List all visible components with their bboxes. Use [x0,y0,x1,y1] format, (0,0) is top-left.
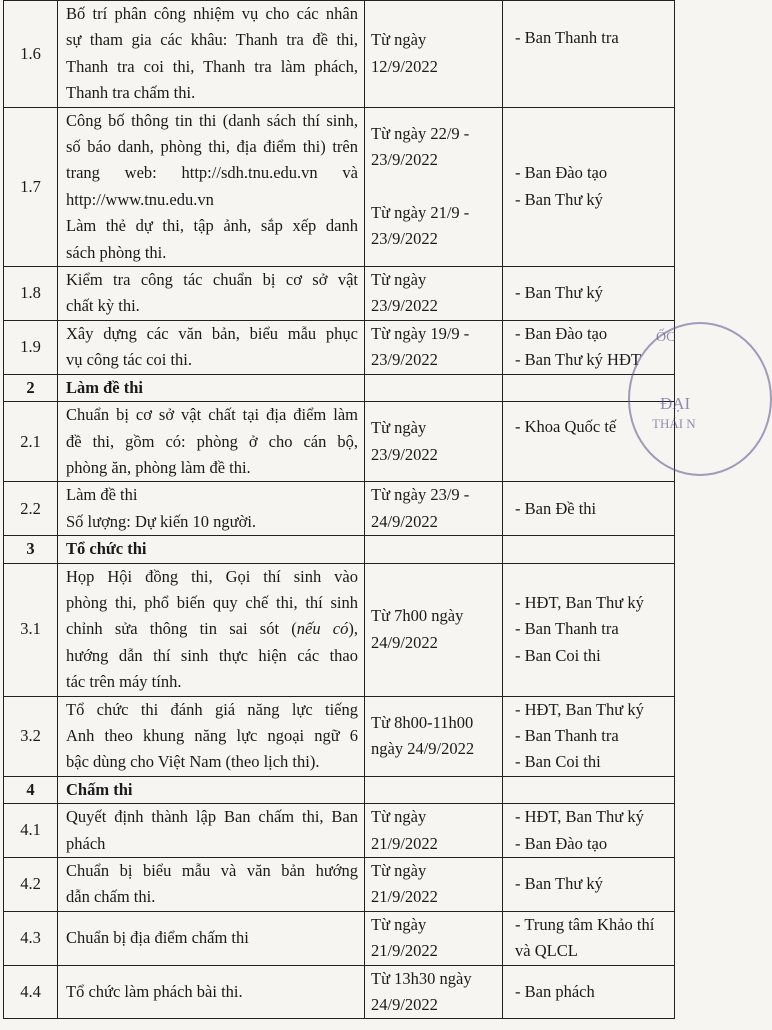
task-cell: Chuẩn bị địa điểm chấm thi [58,911,365,965]
unit-cell: - Ban phách [503,965,675,1019]
table-row [4,563,675,696]
section-number: 3 [4,536,58,563]
official-seal: ỐC ĐẠI THÁI N [628,322,772,476]
section-row [4,536,675,563]
section-row [4,374,675,401]
section-title: Tổ chức thi [58,536,365,563]
task-cell: Tổ chức làm phách bài thi. [58,965,365,1019]
time-cell: Từ ngày 21/9/2022 [365,858,503,912]
time-cell: Từ ngày 12/9/2022 [365,1,503,108]
row-number: 3.1 [4,563,58,696]
time-cell: Từ ngày 23/9/2022 [365,402,503,482]
section-title: Làm đề thi [58,374,365,401]
time-cell: Từ ngày 21/9/2022 [365,804,503,858]
row-number: 4.4 [4,965,58,1019]
row-number: 3.2 [4,696,58,776]
table-row [4,911,675,965]
task-cell: Tổ chức thi đánh giá năng lực tiếng Anh theo khung năng lực ngoại ngữ 6 bậc dùng cho Việt Nam (theo lịch thi). [58,696,365,776]
section-number: 2 [4,374,58,401]
table-row [4,402,675,482]
unit-cell: - Trung tâm Khảo thí và QLCL [503,911,675,965]
task-cell: Họp Hội đồng thi, Gọi thí sinh vào phòng thi, phổ biến quy chế thi, thí sinh chỉnh sửa thông tin sai sót (nếu có), hướng dẫn thí sinh thực hiện các thao tác trên máy tính. [58,563,365,696]
section-row [4,776,675,803]
row-number: 1.9 [4,320,58,374]
unit-cell: - Ban Thư ký [503,858,675,912]
row-number: 4.3 [4,911,58,965]
row-number: 4.2 [4,858,58,912]
row-number: 1.8 [4,267,58,321]
time-cell: Từ ngày 23/9/2022 [365,267,503,321]
task-cell: Chuẩn bị biểu mẫu và văn bản hướng dẫn chấm thi. [58,858,365,912]
time-cell: Từ 7h00 ngày 24/9/2022 [365,563,503,696]
section-number: 4 [4,776,58,803]
task-cell: Xây dựng các văn bản, biểu mẫu phục vụ công tác coi thi. [58,320,365,374]
unit-cell: - HĐT, Ban Thư ký - Ban Thanh tra - Ban Coi thi [503,563,675,696]
task-cell: Làm đề thi Số lượng: Dự kiến 10 người. [58,482,365,536]
task-cell: Chuẩn bị cơ sở vật chất tại địa điểm làm đề thi, gồm có: phòng ở cho cán bộ, phòng ăn, phòng làm đề thi. [58,402,365,482]
row-number: 4.1 [4,804,58,858]
unit-cell: - Ban Thanh tra [503,1,675,108]
unit-cell: - Ban Đào tạo - Ban Thư ký [503,107,675,266]
row-number: 2.1 [4,402,58,482]
task-cell: Quyết định thành lập Ban chấm thi, Ban phách [58,804,365,858]
time-cell: Từ ngày 22/9 - 23/9/2022 Từ ngày 21/9 - 23/9/2022 [365,107,503,266]
table-row [4,858,675,912]
section-title: Chấm thi [58,776,365,803]
task-cell: Công bố thông tin thi (danh sách thí sinh, số báo danh, phòng thi, địa điểm thi) trên trang web: http://sdh.tnu.edu.vn và http://www.tnu.edu.vn Làm thẻ dự thi, tập ảnh, sắp xếp danh sách phòng thi. [58,107,365,266]
task-cell: Kiểm tra công tác chuẩn bị cơ sở vật chất kỳ thi. [58,267,365,321]
time-cell: Từ 8h00-11h00 ngày 24/9/2022 [365,696,503,776]
time-cell: Từ ngày 23/9 - 24/9/2022 [365,482,503,536]
unit-cell: - Ban Đề thi [503,482,675,536]
table-row [4,267,675,321]
time-cell: Từ ngày 21/9/2022 [365,911,503,965]
table-row [4,696,675,776]
time-cell: Từ ngày 19/9 - 23/9/2022 [365,320,503,374]
schedule-table [3,0,675,1019]
unit-cell: - Ban Đào tạo - Ban Thư ký HĐT [503,320,675,374]
row-number: 2.2 [4,482,58,536]
unit-cell: - HĐT, Ban Thư ký - Ban Đào tạo [503,804,675,858]
table-row [4,1,675,108]
row-number: 1.7 [4,107,58,266]
unit-cell: - Ban Thư ký [503,267,675,321]
unit-cell: - Khoa Quốc tế [503,402,675,482]
table-row [4,320,675,374]
table-row [4,804,675,858]
unit-cell: - HĐT, Ban Thư ký - Ban Thanh tra - Ban Coi thi [503,696,675,776]
task-cell: Bố trí phân công nhiệm vụ cho các nhân sự tham gia các khâu: Thanh tra đề thi, Thanh tra coi thi, Thanh tra làm phách, Thanh tra chấm thi. [58,1,365,108]
time-cell: Từ 13h30 ngày 24/9/2022 [365,965,503,1019]
table-row [4,107,675,266]
table-row [4,965,675,1019]
table-row [4,482,675,536]
row-number: 1.6 [4,1,58,108]
